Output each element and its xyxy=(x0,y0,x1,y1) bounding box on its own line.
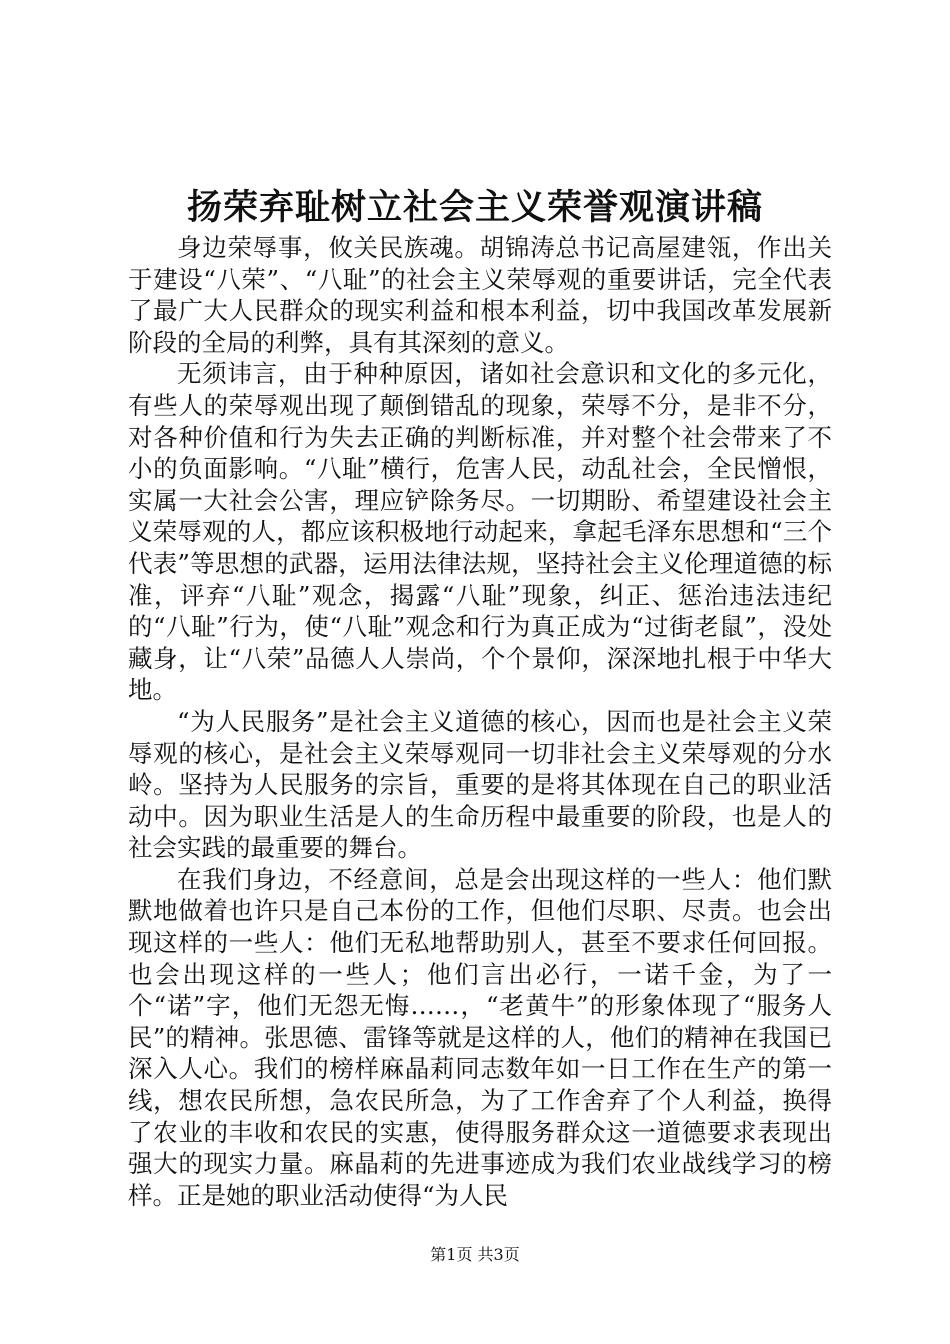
document-title: 扬荣弃耻树立社会主义荣誉观演讲稿 xyxy=(186,187,763,228)
paragraph: “为人民服务”是社会主义道德的核心，因而也是社会主义荣辱观的核心，是社会主义荣辱观同一切非社会主义荣辱观的分水岭。坚持为人民服务的宗旨，重要的是将其体现在自己的职业活动中。因为职业生活是人的生命历程中最重要的阶段，也是人的社会实践的最重要的舞台。 xyxy=(128,706,832,863)
document-body xyxy=(128,232,832,1211)
paragraph: 在我们身边，不经意间，总是会出现这样的一些人：他们默默地做着也许只是自己本份的工作，但他们尽职、尽责。也会出现这样的一些人：他们无私地帮助别人，甚至不要求任何回报。也会出现这样的一些人；他们言出必行，一诺千金，为了一个“诺”字，他们无怨无悔……，“老黄牛”的形象体现了“服务人民”的精神。张思德、雷锋等就是这样的人，他们的精神在我国已深入人心。我们的榜样麻晶莉同志数年如一日工作在生产的第一线，想农民所想，急农民所急，为了工作舍弃了个人利益，换得了农业的丰收和农民的实惠，使得服务群众这一道德要求表现出强大的现实力量。麻晶莉的先进事迹成为我们农业战线学习的榜样。正是她的职业活动使得“为人民 xyxy=(128,864,832,1210)
paragraph: 身边荣辱事，攸关民族魂。胡锦涛总书记高屋建瓴，作出关于建设“八荣”、“八耻”的社会主义荣辱观的重要讲话，完全代表了最广大人民群众的现实利益和根本利益，切中我国改革发展新阶段的全局的利弊，具有其深刻的意义。 xyxy=(128,233,832,357)
paragraph: 无须讳言，由于种种原因，诸如社会意识和文化的多元化，有些人的荣辱观出现了颠倒错乱的现象，荣辱不分，是非不分，对各种价值和行为失去正确的判断标准，并对整个社会带来了不小的负面影响。“八耻”横行，危害人民，动乱社会，全民憎恨，实属一大社会公害，理应铲除务尽。一切期盼、希望建设社会主义荣辱观的人，都应该积极地行动起来，拿起毛泽东思想和“三个代表”等思想的武器，运用法律法规，坚持社会主义伦理道德的标准，评弃“八耻”观念，揭露“八耻”现象，纠正、惩治违法违纪的“八耻”行为，使“八耻”观念和行为真正成为“过街老鼠”，没处藏身，让“八荣”品德人人崇尚，个个景仰，深深地扎根于中华大地。 xyxy=(128,359,832,705)
page-footer: 第1页 共3页 xyxy=(430,1245,520,1264)
